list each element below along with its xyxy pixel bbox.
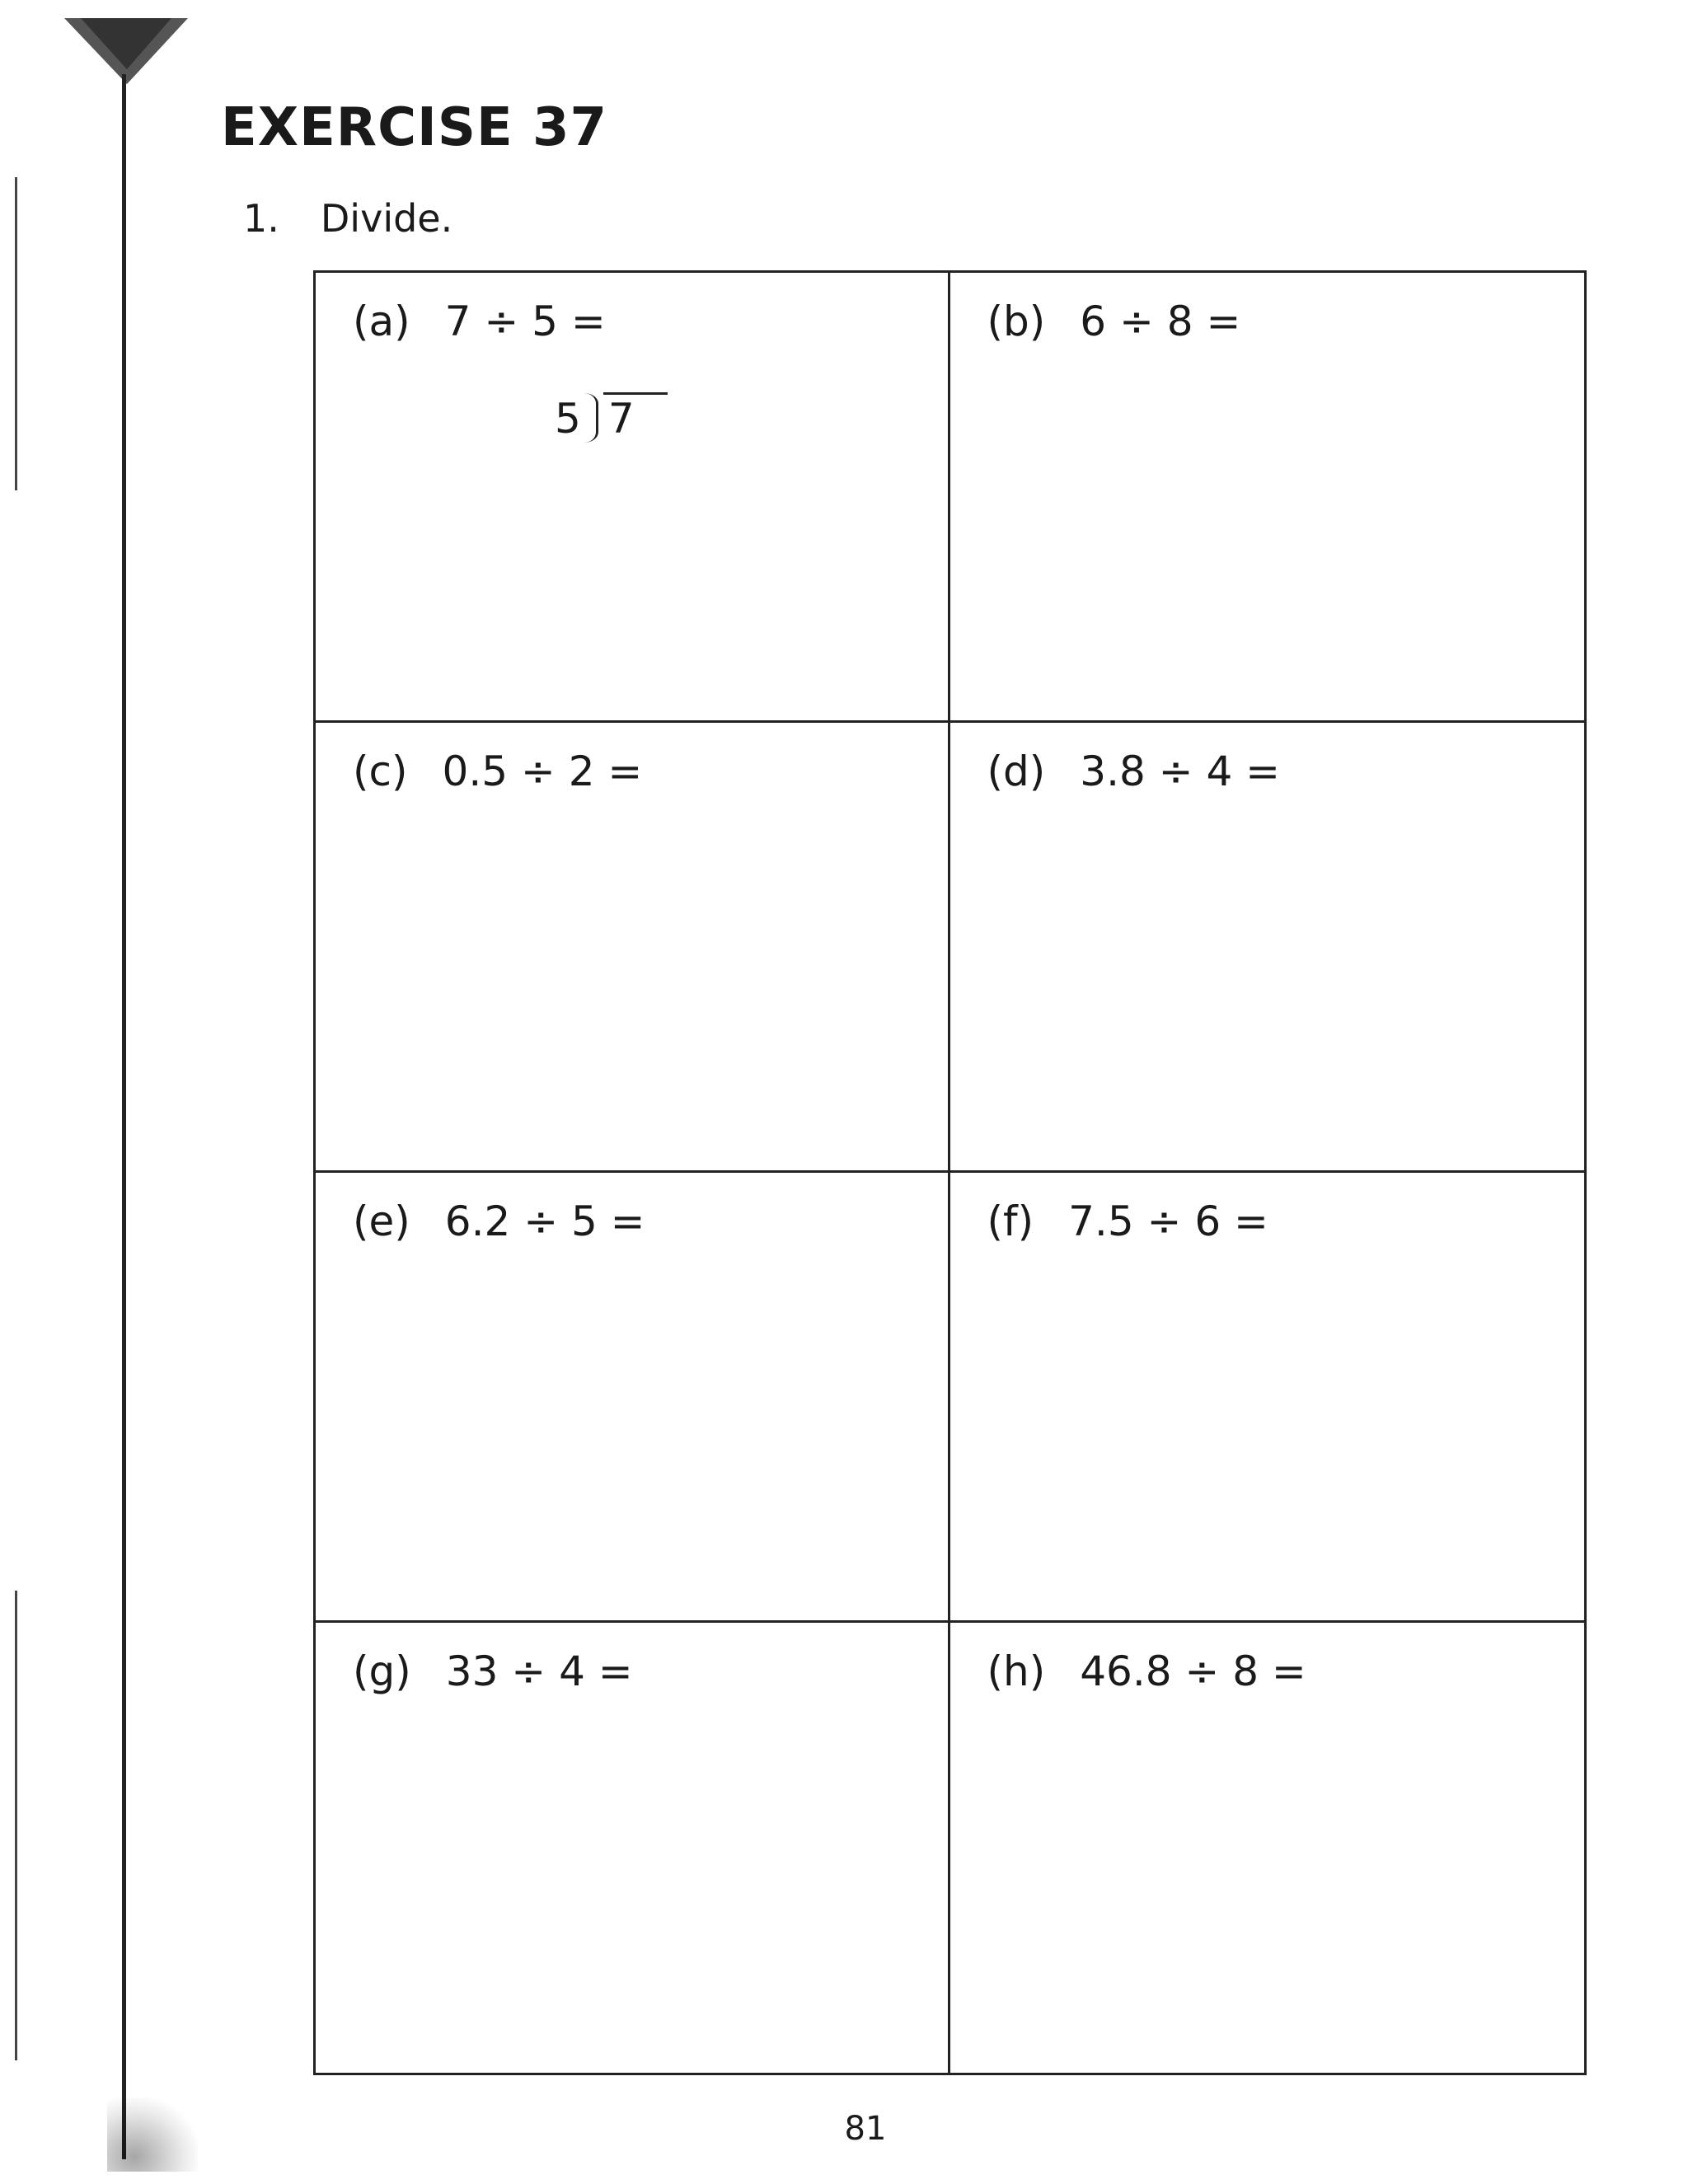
- problem-f: [987, 1197, 1268, 1245]
- problem-label: (f): [987, 1197, 1034, 1245]
- problem-label: (a): [353, 298, 410, 345]
- problem-b: [987, 298, 1241, 345]
- problem-expression: 33 ÷ 4 =: [445, 1647, 633, 1695]
- answer-box-d[interactable]: [950, 723, 1585, 1173]
- problem-label: (c): [353, 748, 408, 795]
- corner-ornament-icon: [64, 18, 188, 84]
- problem-label: (e): [353, 1197, 410, 1245]
- problem-expression: 6.2 ÷ 5 =: [444, 1197, 645, 1245]
- problem-label: (g): [353, 1647, 411, 1695]
- problem-expression: 0.5 ÷ 2 =: [442, 748, 643, 795]
- edge-tick: [15, 1591, 17, 2060]
- divisor: 5: [555, 395, 581, 443]
- problem-expression: 46.8 ÷ 8 =: [1080, 1647, 1306, 1695]
- problem-label: (h): [987, 1647, 1046, 1695]
- answer-box-e[interactable]: [316, 1173, 950, 1623]
- edge-tick: [15, 177, 17, 490]
- answer-box-b[interactable]: [950, 273, 1585, 723]
- problem-g: [353, 1647, 633, 1695]
- problem-grid: [313, 270, 1587, 2075]
- problem-d: [987, 748, 1281, 795]
- answer-box-f[interactable]: [950, 1173, 1585, 1623]
- problem-label: (b): [987, 298, 1046, 345]
- division-bracket: [584, 393, 598, 443]
- problem-expression: 7 ÷ 5 =: [444, 298, 606, 345]
- problem-expression: 3.8 ÷ 4 =: [1080, 748, 1281, 795]
- question-text: Divide.: [320, 196, 453, 241]
- problem-h: [987, 1647, 1306, 1695]
- problem-expression: 7.5 ÷ 6 =: [1068, 1197, 1268, 1245]
- problem-c: [353, 748, 642, 795]
- problem-label: (d): [987, 748, 1046, 795]
- long-division-setup: [555, 392, 668, 443]
- answer-box-a[interactable]: [316, 273, 950, 723]
- page-number: 81: [844, 2110, 887, 2148]
- question-number: 1.: [243, 196, 279, 241]
- problem-e: [353, 1197, 645, 1245]
- question-prompt: [243, 196, 452, 241]
- answer-box-c[interactable]: [316, 723, 950, 1173]
- problem-expression: 6 ÷ 8 =: [1080, 298, 1241, 345]
- left-margin-rule: [122, 74, 126, 2159]
- answer-box-g[interactable]: [316, 1623, 950, 2073]
- answer-box-h[interactable]: [950, 1623, 1585, 2073]
- exercise-title: EXERCISE 37: [221, 97, 607, 158]
- dividend: 7: [603, 392, 668, 443]
- problem-a: [353, 298, 606, 345]
